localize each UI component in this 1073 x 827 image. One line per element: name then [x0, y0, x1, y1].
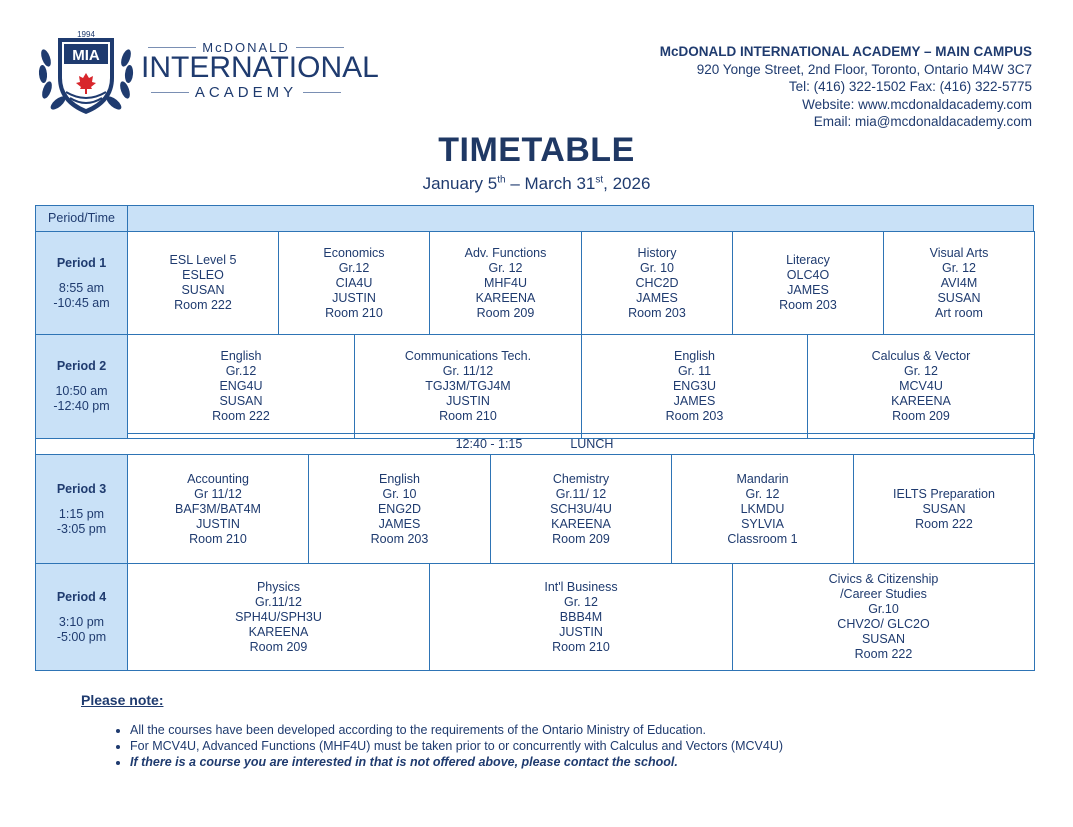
period-name: Period 4 [56, 589, 107, 604]
course-cell [807, 334, 1035, 439]
period-cell-1 [35, 231, 128, 335]
course-line: CHC2D [635, 275, 679, 290]
course-line: OLC4O [786, 268, 830, 282]
course-line: Room 209 [249, 639, 308, 654]
course-line: Room 210 [552, 639, 610, 654]
crest-icon [36, 28, 136, 118]
period-name: Period 1 [56, 255, 107, 270]
campus-website: Website: www.mcdonaldacademy.com [802, 96, 1032, 112]
course-line: Int'l Business [544, 579, 618, 594]
course-line: JUSTIN [446, 394, 490, 408]
course-cell [127, 231, 279, 335]
course-line: Accounting [187, 471, 249, 486]
course-line: Room 222 [854, 647, 913, 661]
course-line: Chemistry [552, 471, 610, 486]
date-range [0, 174, 1073, 194]
logo-year: 1994 [77, 30, 95, 39]
course-line: History [637, 245, 677, 260]
notes-heading: Please note: [81, 692, 164, 708]
course-line: Gr 11/12 [194, 486, 242, 501]
course-line: Room 222 [212, 409, 270, 423]
header-blank [127, 205, 1034, 232]
course-line: Room 203 [779, 298, 837, 312]
course-line: Gr. 12 [563, 594, 599, 609]
course-line: Gr. 12 [488, 260, 523, 275]
course-line: BAF3M/BAT4M [175, 501, 261, 516]
course-line: Room 209 [892, 409, 950, 423]
date-end: March 31 [524, 174, 596, 193]
course-line: SUSAN [937, 290, 981, 305]
course-line: KAREENA [551, 516, 611, 531]
course-line: Room 209 [476, 305, 535, 320]
course-line: Mandarin [736, 471, 789, 486]
page-title: TIMETABLE [438, 131, 635, 169]
course-cell [429, 231, 582, 335]
course-line: ENG2D [377, 501, 422, 516]
course-line: CHV2O/ GLC2O [837, 617, 930, 631]
logo-wordmark [141, 40, 379, 101]
course-line: SUSAN [922, 501, 966, 516]
course-cell [853, 454, 1035, 564]
period-cell-3 [35, 454, 128, 564]
timetable-grid [35, 205, 1034, 671]
course-cell [732, 231, 884, 335]
course-line: Room 203 [370, 531, 429, 546]
course-line: SYLVIA [741, 516, 784, 531]
course-line: Gr.12 [338, 260, 370, 275]
period-end-time: -10:45 am [53, 295, 110, 310]
course-line: JAMES [636, 290, 678, 305]
course-line: Room 209 [552, 531, 610, 546]
period-name: Period 3 [56, 481, 107, 496]
course-line: Gr. 12 [903, 364, 939, 378]
course-line: Gr. 10 [382, 486, 417, 501]
course-line: Visual Arts [929, 245, 989, 260]
course-line: Gr. 10 [639, 260, 675, 275]
period-name: Period 2 [56, 359, 107, 373]
lunch-time: 12:40 - 1:15 [455, 436, 523, 451]
period-cell-2 [35, 334, 128, 439]
period-end-time: -3:05 pm [56, 521, 107, 536]
campus-info [660, 43, 1032, 131]
campus-address: 920 Yonge Street, 2nd Floor, Toronto, Ontario M4W 3C7 [696, 61, 1032, 77]
course-cell [883, 231, 1035, 335]
lunch-label: LUNCH [570, 436, 614, 451]
course-line: SUSAN [219, 394, 263, 408]
course-line: Art room [935, 305, 983, 320]
date-sep: – [505, 174, 525, 193]
course-line: JUSTIN [559, 624, 603, 639]
course-line: Room 203 [665, 409, 724, 423]
course-line: English [379, 471, 420, 486]
campus-email: Email: mia@mcdonaldacademy.com [813, 114, 1032, 129]
course-line: Gr. 12 [745, 486, 780, 501]
course-line: JAMES [787, 283, 829, 297]
period-start-time: 8:55 am [58, 280, 105, 295]
logo-line-academy: ACADEMY [141, 84, 351, 101]
course-cell [429, 563, 733, 671]
period-end-time: -5:00 pm [56, 629, 107, 644]
logo-initials: MIA [72, 47, 100, 64]
campus-phone: Tel: (416) 322-1502 Fax: (416) 322-5775 [788, 79, 1032, 94]
course-cell [581, 231, 733, 335]
course-line: Room 210 [439, 409, 497, 423]
note-item: • For MCV4U, Advanced Functions (MHF4U) must be taken prior to or concurrently with Calculus and Vectors (MCV4U) [130, 738, 981, 754]
course-line: Civics & Citizenship [828, 572, 939, 586]
course-line: Classroom 1 [727, 531, 798, 546]
course-line: Room 222 [174, 298, 232, 312]
campus-name: McDONALD INTERNATIONAL ACADEMY – MAIN CAMPUS [659, 44, 1032, 59]
course-line: Room 210 [325, 305, 383, 320]
course-line: JUSTIN [332, 290, 376, 305]
course-line: Literacy [786, 253, 830, 267]
course-line: Gr. 12 [941, 260, 977, 275]
course-line: ENG3U [672, 379, 717, 393]
course-line: AVI4M [940, 275, 978, 290]
course-line: SUSAN [181, 283, 225, 297]
course-line: Gr.10 [868, 602, 899, 616]
course-line: LKMDU [740, 501, 785, 516]
period-start-time: 1:15 pm [58, 506, 105, 521]
logo-line-international: INTERNATIONAL [141, 51, 379, 84]
course-cell [127, 334, 355, 439]
course-line: MHF4U [483, 275, 528, 290]
course-cell [308, 454, 491, 564]
logo-line-mcdonald: McDONALD [141, 40, 351, 55]
note-item-emphasis: • If there is a course you are interested in that is not offered above, please contact the school. [130, 754, 981, 770]
course-line: Gr.11/ 12 [555, 486, 607, 501]
course-cell [354, 334, 582, 439]
course-line: Physics [256, 579, 301, 594]
course-line: ESLEO [182, 268, 224, 282]
period-end-time: -12:40 pm [53, 399, 110, 413]
date-year: , 2026 [603, 174, 651, 193]
course-line: Room 222 [915, 516, 973, 531]
course-line: JUSTIN [196, 516, 240, 531]
course-cell [127, 454, 309, 564]
course-line: KAREENA [475, 290, 536, 305]
header-period-time: Period/Time [35, 205, 128, 232]
period-start-time: 10:50 am [55, 384, 108, 398]
course-line: /Career Studies [840, 587, 927, 601]
date-start-sup: th [497, 174, 506, 186]
course-line: ESL Level 5 [169, 253, 237, 267]
course-cell [732, 563, 1035, 671]
course-line: Gr. 11/12 [442, 364, 494, 378]
course-line: English [674, 349, 715, 363]
course-cell [490, 454, 672, 564]
date-start: January 5 [422, 174, 498, 193]
course-line: KAREENA [891, 394, 951, 408]
course-line: JAMES [378, 516, 421, 531]
course-line: IELTS Preparation [893, 486, 995, 501]
course-line: TGJ3M/TGJ4M [425, 379, 511, 393]
course-line: SPH4U/SPH3U [235, 609, 322, 624]
course-line: SUSAN [861, 632, 906, 646]
course-line: MCV4U [899, 379, 943, 393]
course-cell [127, 563, 430, 671]
course-line: Economics [323, 245, 385, 260]
course-line: ENG4U [219, 379, 263, 393]
course-line: BBB4M [559, 609, 603, 624]
course-line: Calculus & Vector [871, 349, 971, 363]
course-line: Gr.12 [225, 364, 257, 378]
notes-list [81, 722, 981, 770]
course-line: English [220, 349, 262, 363]
course-line: Gr. 11 [677, 364, 712, 378]
course-cell [671, 454, 854, 564]
date-end-sup: st [595, 174, 604, 186]
course-line: JAMES [673, 394, 716, 408]
course-cell [581, 334, 808, 439]
course-line: Room 203 [628, 305, 686, 320]
period-cell-4 [35, 563, 128, 671]
course-line: Gr.11/12 [254, 594, 303, 609]
course-cell [278, 231, 430, 335]
period-start-time: 3:10 pm [58, 614, 105, 629]
course-line: Room 210 [189, 531, 247, 546]
course-line: CIA4U [335, 275, 373, 290]
course-line: SCH3U/4U [550, 501, 612, 516]
course-line: Adv. Functions [464, 245, 547, 260]
notes-section [81, 692, 981, 770]
note-item: • All the courses have been developed according to the requirements of the Ontario Ministry of Education. [130, 722, 981, 738]
course-line: KAREENA [248, 624, 309, 639]
course-line: Communications Tech. [404, 349, 532, 363]
